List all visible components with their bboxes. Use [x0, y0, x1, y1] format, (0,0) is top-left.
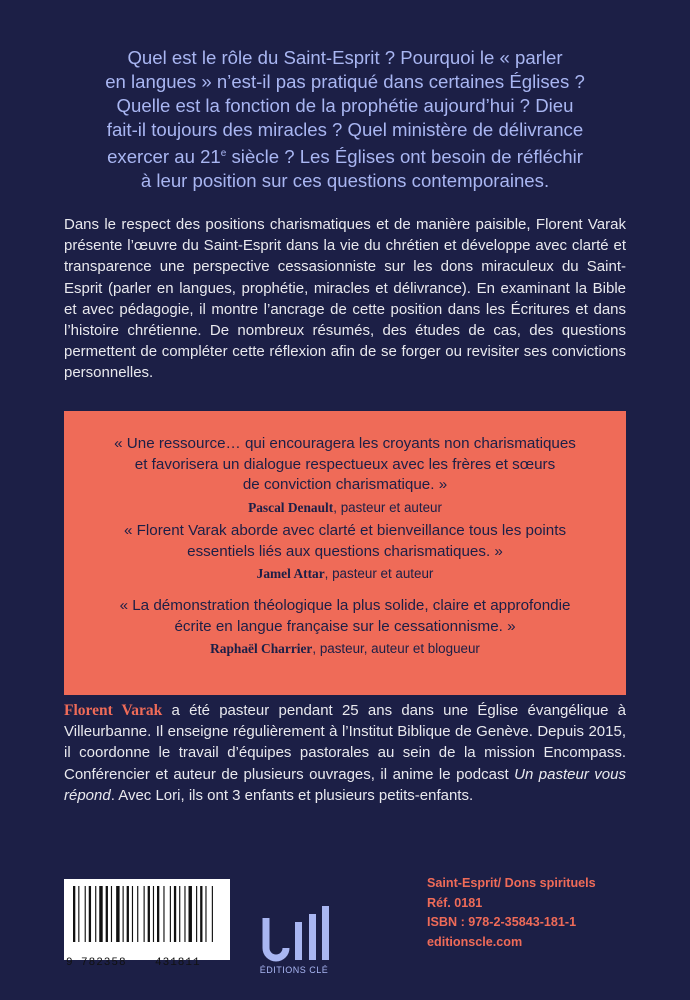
barcode-bar [163, 886, 164, 942]
barcode-bar [99, 886, 102, 942]
intro-line: Quel est le rôle du Saint-Esprit ? Pourquoi le « parler [127, 47, 563, 68]
author-bio [64, 700, 626, 806]
barcode-bar [200, 886, 202, 942]
quote-line: de conviction charismatique. » [242, 476, 448, 493]
barcode-bar [212, 886, 213, 942]
endorsements-box [64, 411, 626, 695]
endorsement-text [64, 521, 626, 562]
intro-line: Quelle est la fonction de la prophétie aujourd’hui ? Dieu [116, 95, 574, 116]
book-info [427, 874, 596, 952]
intro-line-5-end: siècle ? Les Églises ont besoin de réfléchir [226, 146, 583, 168]
intro-questions [60, 46, 630, 193]
barcode-bar [205, 886, 206, 942]
book-isbn: ISBN : 978-2-35843-181-1 [427, 915, 577, 929]
barcode-bar [137, 886, 138, 942]
bio-text-start: a été pasteur pendant 25 ans dans une Église évangélique à Villeurbanne. Il enseigne régulièrement à l’Institut Biblique de Genève. Depuis 2015, il coordonne le travail d’équipes pastorales au sein de la mission Encompass. Conférencier et auteur de plusieurs ouvrages, il anime le podcast [64, 702, 627, 783]
barcode-bar [196, 886, 197, 942]
quote-line: écrite en langue française sur le cessationnisme. » [174, 617, 516, 635]
barcode-bars [73, 886, 221, 942]
quote-line: « La démonstration théologique la plus solide, claire et approfondie [119, 597, 571, 614]
intro-line: en langues » n’est-il pas pratiqué dans certaines Églises ? [105, 71, 585, 92]
barcode-digit-first: 9 [66, 957, 73, 969]
endorsement-attribution [64, 566, 626, 582]
quote-line: « Une ressource… qui encouragera les croyants non charismatiques [114, 435, 576, 452]
endorsement [64, 596, 626, 657]
barcode-bar [184, 886, 185, 942]
author-name: Florent Varak [64, 702, 163, 719]
barcode-bar [85, 886, 86, 942]
editions-cle-logo-icon [260, 904, 330, 966]
barcode-bar [89, 886, 91, 942]
endorsement-attribution [64, 500, 626, 516]
barcode-bar [174, 886, 176, 942]
endorsement-text [64, 434, 626, 496]
endorsement-text [64, 596, 626, 637]
intro-line: fait-il toujours des miracles ? Quel ministère de délivrance [106, 119, 584, 140]
barcode-bar [179, 886, 180, 942]
endorser-role: , pasteur et auteur [324, 566, 434, 581]
barcode-bar [127, 886, 129, 942]
barcode-bar [144, 886, 145, 942]
isbn-barcode [64, 879, 230, 969]
quote-line: essentiels liés aux questions charismatiques. » [187, 542, 503, 560]
endorser-name: Raphaël Charrier [210, 641, 313, 656]
intro-line: à leur position sur ces questions contemporaines. [140, 170, 550, 192]
quote-line: « Florent Varak aborde avec clarté et bienveillance tous les points [123, 522, 567, 539]
bio-text-end: . Avec Lori, ils ont 3 enfants et plusieurs petits-enfants. [110, 786, 474, 804]
barcode-bar [111, 886, 112, 942]
podcast-title: Un pasteur vous répond [64, 765, 626, 804]
endorsement-attribution [64, 641, 626, 657]
barcode-bar [95, 886, 96, 942]
century-superscript: e [220, 148, 227, 159]
intro-line-5-start: exercer au 21 [107, 146, 221, 168]
barcode-bar [78, 886, 79, 942]
quote-line: et favorisera un dialogue respectueux avec les frères et sœurs [134, 455, 556, 473]
barcode-bar [106, 886, 108, 942]
book-category: Saint-Esprit/ Dons spirituels [427, 876, 596, 890]
endorsement [64, 434, 626, 516]
endorser-role: , pasteur et auteur [333, 499, 442, 515]
barcode-bar [189, 886, 192, 942]
book-description: Dans le respect des positions charismatiques et de manière paisible, Florent Varak présente l’œuvre du Saint-Esprit dans la vie du chrétien et développe avec clarté et transparence une perspective cessasionniste sur les dons miraculeux du Saint-Esprit (parler en langues, prophétie, miracles et délivrance). En examinant la Bible et avec pédagogie, il montre l’ancrage de cette position dans les Écritures et dans l’histoire chrétienne. De nombreux résumés, des études de cas, des questions permettent de compléter cette réflexion afin de se forger ou revisiter ses convictions personnelles. [64, 216, 626, 382]
intro-line [60, 142, 630, 169]
endorsement [64, 521, 626, 582]
book-reference: Réf. 0181 [427, 895, 483, 910]
barcode-digit-group: 782358 [81, 957, 127, 969]
barcode-bar [73, 886, 75, 942]
barcode-bar [157, 886, 159, 942]
barcode-bar [132, 886, 133, 942]
barcode-bar [170, 886, 171, 942]
endorser-role: , pasteur, auteur et blogueur [312, 641, 480, 656]
endorser-name: Pascal Denault [248, 499, 334, 515]
publisher-name: ÉDITIONS CLÉ [259, 965, 329, 975]
barcode-bar [116, 886, 119, 942]
endorser-name: Jamel Attar [256, 566, 325, 581]
barcode-bar [153, 886, 154, 942]
barcode-bar [123, 886, 124, 942]
barcode-bar [148, 886, 150, 942]
publisher-website: editionscle.com [427, 934, 523, 949]
barcode-digit-group: 431811 [155, 957, 201, 969]
